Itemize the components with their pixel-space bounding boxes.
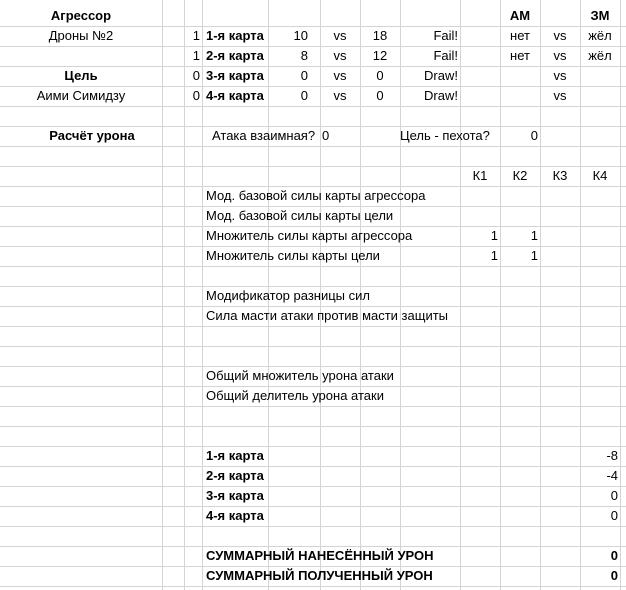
card-flag[interactable]: 0 (192, 68, 200, 83)
am-header[interactable]: АМ (509, 8, 531, 23)
k-header[interactable]: К4 (592, 168, 608, 183)
card-damage-value[interactable]: -8 (606, 448, 618, 463)
card-label[interactable]: 1-я карта (206, 28, 264, 43)
card-zm[interactable]: жёл (588, 28, 612, 43)
card-flag[interactable]: 0 (192, 88, 200, 103)
card-zm[interactable] (580, 66, 620, 86)
vs-label[interactable]: vs (553, 48, 567, 63)
card-am[interactable] (500, 66, 540, 86)
total-dealt-value[interactable]: 0 (610, 548, 618, 563)
row-gridline (0, 326, 626, 327)
vs-label[interactable]: vs (333, 68, 347, 83)
mutual-attack-value[interactable]: 0 (322, 128, 330, 143)
modifier-k2[interactable]: 1 (530, 228, 538, 243)
row-gridline (0, 426, 626, 427)
card-zm[interactable]: жёл (588, 48, 612, 63)
card-target-value[interactable]: 0 (376, 68, 384, 83)
target-header[interactable]: Цель (64, 68, 98, 83)
card-zm[interactable] (580, 86, 620, 106)
card-aggressor-value[interactable]: 0 (300, 68, 308, 83)
row-gridline (0, 486, 626, 487)
modifier-label[interactable]: Мод. базовой силы карты цели (206, 208, 394, 223)
modifier-label[interactable]: Мод. базовой силы карты агрессора (206, 188, 426, 203)
total-mult-label[interactable]: Общий множитель урона атаки (206, 368, 394, 383)
card-label[interactable]: 2-я карта (206, 48, 264, 63)
suit-label[interactable]: Сила масти атаки против масти защиты (206, 308, 449, 323)
card-am[interactable]: нет (510, 48, 530, 63)
card-damage-label[interactable]: 3-я карта (206, 488, 264, 503)
card-aggressor-value[interactable]: 8 (300, 48, 308, 63)
card-damage-value[interactable]: 0 (610, 508, 618, 523)
row-gridline (0, 266, 626, 267)
row-gridline (0, 346, 626, 347)
card-damage-label[interactable]: 1-я карта (206, 448, 264, 463)
modifier-label[interactable]: Множитель силы карты цели (206, 248, 380, 263)
damage-calc-title[interactable]: Расчёт урона (49, 128, 135, 143)
vs-label[interactable]: vs (333, 48, 347, 63)
agressor-header[interactable]: Агрессор (50, 8, 112, 23)
card-result[interactable]: Draw! (424, 68, 458, 83)
modifier-k1[interactable]: 1 (490, 228, 498, 243)
card-aggressor-value[interactable]: 0 (300, 88, 308, 103)
card-aggressor-value[interactable]: 10 (293, 28, 308, 43)
card-result[interactable]: Fail! (433, 48, 458, 63)
k-header[interactable]: К2 (512, 168, 528, 183)
card-flag[interactable]: 1 (192, 28, 200, 43)
total-received-label[interactable]: СУММАРНЫЙ ПОЛУЧЕННЫЙ УРОН (206, 568, 433, 583)
modifier-k1[interactable]: 1 (490, 248, 498, 263)
total-received-value[interactable]: 0 (610, 568, 618, 583)
vs-label[interactable]: vs (553, 68, 567, 83)
card-damage-value[interactable]: -4 (606, 468, 618, 483)
card-damage-label[interactable]: 4-я карта (206, 508, 264, 523)
power-diff-label[interactable]: Модификатор разницы сил (206, 288, 370, 303)
mutual-attack-label[interactable]: Атака взаимная? (212, 128, 316, 143)
modifier-label[interactable]: Множитель силы карты агрессора (206, 228, 413, 243)
target-infantry-value[interactable]: 0 (530, 128, 538, 143)
row-gridline (0, 506, 626, 507)
card-damage-label[interactable]: 2-я карта (206, 468, 264, 483)
row-gridline (0, 106, 626, 107)
k-header[interactable]: К3 (552, 168, 568, 183)
card-result[interactable]: Fail! (433, 28, 458, 43)
total-div-label[interactable]: Общий делитель урона атаки (206, 388, 384, 403)
card-result[interactable]: Draw! (424, 88, 458, 103)
card-am[interactable] (500, 86, 540, 106)
row-gridline (0, 466, 626, 467)
vs-label[interactable]: vs (553, 28, 567, 43)
vs-label[interactable]: vs (553, 88, 567, 103)
target-infantry-label[interactable]: Цель - пехота? (400, 128, 490, 143)
vs-label[interactable]: vs (333, 28, 347, 43)
row-gridline (0, 586, 626, 587)
column-gridline (620, 0, 621, 590)
column-gridline (202, 0, 203, 590)
row-gridline (0, 526, 626, 527)
row-gridline (0, 146, 626, 147)
card-label[interactable]: 3-я карта (206, 68, 264, 83)
card-target-value[interactable]: 18 (372, 28, 388, 43)
row-gridline (0, 406, 626, 407)
card-target-value[interactable]: 12 (372, 48, 388, 63)
vs-label[interactable]: vs (333, 88, 347, 103)
card-damage-value[interactable]: 0 (610, 488, 618, 503)
target-name[interactable]: Аими Симидзу (36, 88, 126, 103)
card-label[interactable]: 4-я карта (206, 88, 264, 103)
modifier-k2[interactable]: 1 (530, 248, 538, 263)
total-dealt-label[interactable]: СУММАРНЫЙ НАНЕСЁННЫЙ УРОН (206, 548, 434, 563)
k-header[interactable]: К1 (472, 168, 488, 183)
attacker-name[interactable]: Дроны №2 (48, 28, 114, 43)
row-gridline (0, 446, 626, 447)
card-flag[interactable]: 1 (192, 48, 200, 63)
card-am[interactable]: нет (510, 28, 530, 43)
card-target-value[interactable]: 0 (376, 88, 384, 103)
zm-header[interactable]: ЗМ (590, 8, 610, 23)
